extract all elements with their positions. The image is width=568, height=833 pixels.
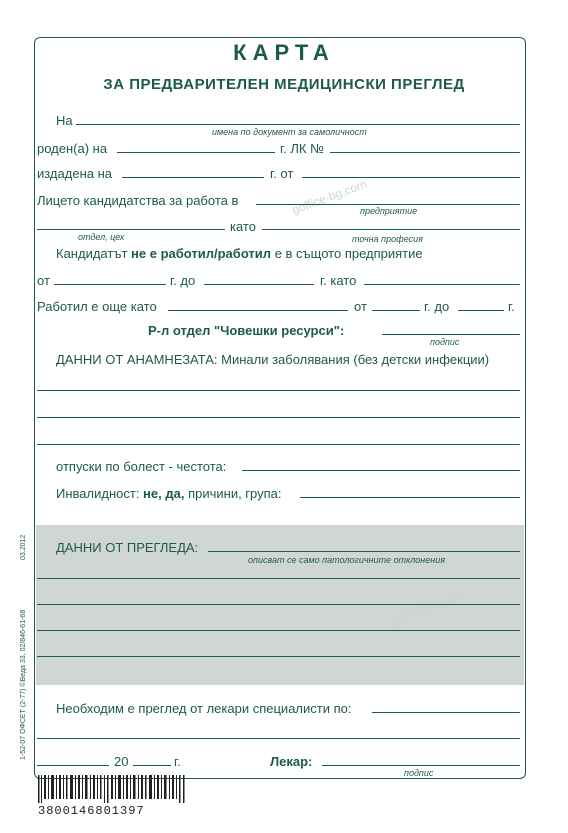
anamnesis-line[interactable]	[37, 417, 520, 418]
exam-hint: описват се само патологичните отклонения	[248, 555, 446, 565]
exam-line[interactable]	[37, 578, 520, 579]
department-field[interactable]	[37, 229, 225, 230]
sick-leave-field[interactable]	[242, 470, 520, 471]
as-label: като	[230, 219, 256, 234]
exam-field[interactable]	[208, 551, 520, 552]
specialists-field[interactable]	[372, 712, 520, 713]
other-position-field[interactable]	[168, 310, 348, 311]
profession-hint: точна професия	[352, 234, 423, 244]
issued-from-label: г. от	[270, 166, 294, 181]
hr-signature-field[interactable]	[382, 334, 520, 335]
disability-field[interactable]	[300, 497, 520, 498]
specialists-label: Необходим е преглед от лекари специалисти по:	[56, 701, 352, 716]
born-label: роден(а) на	[37, 141, 108, 156]
year-suffix: г.	[508, 299, 515, 314]
doctor-signature-field[interactable]	[322, 765, 520, 766]
worked-options[interactable]: не е работил/работил	[131, 246, 272, 261]
exam-label: ДАННИ ОТ ПРЕГЛЕДА:	[56, 540, 199, 555]
anamnesis-line[interactable]	[37, 444, 520, 445]
candidate-worked-label	[56, 246, 423, 262]
disability-reasons-text: причини, група:	[188, 486, 282, 501]
watermark: goffice-bg.com	[289, 176, 369, 218]
signature-hint-2: подпис	[404, 768, 434, 778]
from-label: от	[37, 273, 50, 288]
anamnesis-label: ДАННИ ОТ АНАМНЕЗАТА: Минали заболявания (без детски инфекции)	[56, 352, 490, 367]
enterprise-hint: предприятие	[360, 206, 418, 216]
specialists-line[interactable]	[37, 738, 520, 739]
worked-also-label: Работил е още като	[37, 299, 157, 314]
as-label-2: г. като	[320, 273, 357, 288]
sick-leave-label: отпуски по болест - честота:	[56, 459, 227, 474]
from-label-2: от	[354, 299, 367, 314]
issued-by-field[interactable]	[302, 177, 520, 178]
profession-field[interactable]	[262, 229, 520, 230]
position-field[interactable]	[364, 284, 520, 285]
disability-label	[56, 486, 282, 502]
exam-line[interactable]	[37, 656, 520, 657]
hr-manager-label: Р-л отдел "Човешки ресурси":	[148, 323, 345, 338]
department-hint: отдел, цех	[78, 232, 125, 242]
candidate-worked-text: Кандидатът	[56, 246, 128, 261]
form-subtitle: ЗА ПРЕДВАРИТЕЛЕН МЕДИЦИНСКИ ПРЕГЛЕД	[103, 76, 465, 93]
year-field[interactable]	[133, 765, 171, 766]
birth-date-field[interactable]	[117, 152, 275, 153]
barcode-graphic	[38, 775, 186, 803]
exam-line[interactable]	[37, 604, 520, 605]
from-date-field[interactable]	[54, 284, 166, 285]
other-from-field[interactable]	[372, 310, 420, 311]
enterprise-field[interactable]	[256, 204, 520, 205]
year-suffix-2: г.	[174, 754, 181, 769]
issued-label: издадена на	[37, 166, 112, 181]
until-label-2: г. до	[424, 299, 450, 314]
form-title: КАРТА	[233, 40, 335, 65]
date-field[interactable]	[37, 765, 109, 766]
until-date-field[interactable]	[204, 284, 314, 285]
id-card-number-field[interactable]	[330, 152, 520, 153]
signature-hint: подпис	[430, 337, 460, 347]
exam-line[interactable]	[37, 630, 520, 631]
id-card-label: г. ЛК №	[280, 141, 325, 156]
issued-date-field[interactable]	[122, 177, 264, 178]
other-until-field[interactable]	[458, 310, 504, 311]
to-label: На	[56, 113, 73, 128]
print-date: 03.2012	[20, 534, 27, 560]
year-prefix: 20	[114, 754, 129, 769]
anamnesis-line[interactable]	[37, 390, 520, 391]
disability-text: Инвалидност:	[56, 486, 140, 501]
until-label: г. до	[170, 273, 196, 288]
same-enterprise-text: е в същото предприятие	[274, 246, 423, 261]
watermark: goffice-bg.com	[389, 586, 469, 628]
printer-info: 1-52-07 ОФСЕТ (2-77) ©Веда 33, 02/846-61-68	[20, 609, 27, 760]
disability-options[interactable]: не, да,	[143, 486, 185, 501]
candidate-label: Лицето кандидатства за работа в	[37, 193, 239, 208]
name-hint: имена по документ за самоличност	[212, 127, 367, 137]
barcode-number: 3800146801397	[38, 804, 145, 818]
doctor-label: Лекар:	[270, 754, 313, 769]
name-field[interactable]	[76, 124, 520, 125]
